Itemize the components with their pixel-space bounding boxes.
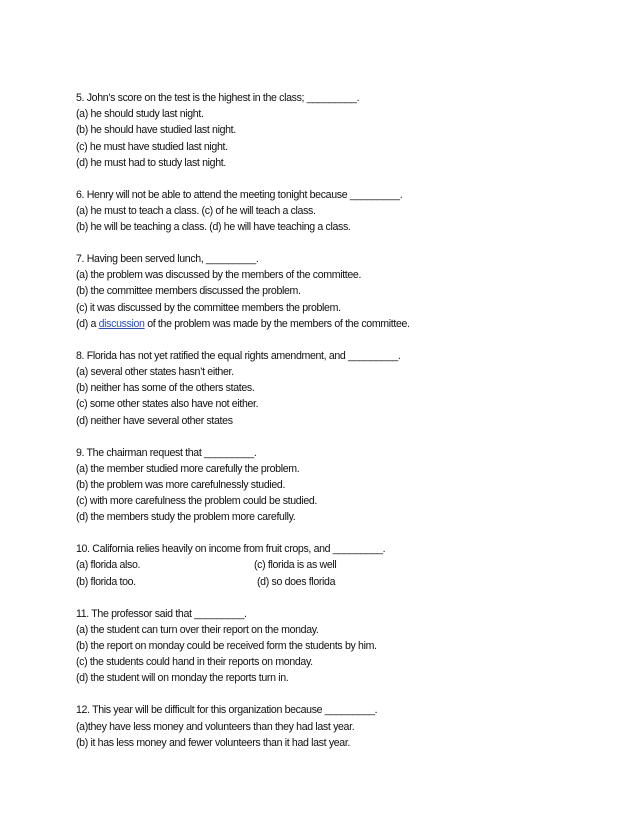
question-11 xyxy=(76,606,576,687)
question-6 xyxy=(76,187,576,236)
question-7 xyxy=(76,251,576,332)
option-b: (b) florida too. xyxy=(76,575,136,588)
option-a: (a) the member studied more carefully the problem. xyxy=(76,462,300,475)
discussion-link[interactable]: discussion xyxy=(98,317,145,330)
option-c: (c) with more carefulness the problem could be studied. xyxy=(76,495,318,508)
question-10 xyxy=(76,541,576,590)
option-d: (d) the student will on monday the reports turn in. xyxy=(76,672,289,685)
question-list xyxy=(76,90,576,767)
option-b: (b) the report on monday could be received form the students by him. xyxy=(76,640,377,653)
option-a-c: (a) he must to teach a class. (c) of he will teach a class. xyxy=(76,204,316,217)
question-5 xyxy=(76,90,576,171)
question-9 xyxy=(76,445,576,526)
option-c: (c) he must have studied last night. xyxy=(76,140,228,153)
option-a: (a)they have less money and volunteers than they had last year. xyxy=(76,720,355,733)
question-stem: 6. Henry will not be able to attend the meeting tonight because _________. xyxy=(76,188,403,201)
option-d: (d) neither have several other states xyxy=(76,414,233,427)
option-c: (c) florida is as well xyxy=(254,559,337,572)
option-b: (b) the committee members discussed the problem. xyxy=(76,285,301,298)
question-stem: 11. The professor said that _________. xyxy=(76,607,247,620)
option-c: (c) some other states also have not either. xyxy=(76,398,259,411)
option-b-d: (b) he will be teaching a class. (d) he will have teaching a class. xyxy=(76,221,351,234)
option-d-prefix: (d) a xyxy=(76,317,99,330)
option-d xyxy=(76,316,576,332)
option-b: (b) it has less money and fewer volunteers than it had last year. xyxy=(76,736,351,749)
option-b: (b) the problem was more carefulnessly studied. xyxy=(76,478,286,491)
option-a: (a) florida also. xyxy=(76,559,141,572)
question-stem: 10. California relies heavily on income from fruit crops, and _________. xyxy=(76,543,386,556)
option-d: (d) the members study the problem more carefully. xyxy=(76,511,296,524)
option-d-suffix: of the problem was made by the members of the committee. xyxy=(144,317,410,330)
question-stem: 5. John’s score on the test is the highest in the class; _________. xyxy=(76,92,360,104)
option-c: (c) it was discussed by the committee members the problem. xyxy=(76,301,341,314)
option-b: (b) neither has some of the others states. xyxy=(76,382,255,395)
option-a: (a) several other states hasn’t either. xyxy=(76,366,234,379)
question-stem: 8. Florida has not yet ratified the equal rights amendment, and _________. xyxy=(76,349,401,362)
question-stem: 12. This year will be difficult for this organization because _________. xyxy=(76,704,378,717)
option-d: (d) he must had to study last night. xyxy=(76,156,226,169)
option-b: (b) he should have studied last night. xyxy=(76,124,236,137)
option-row-2 xyxy=(76,574,576,590)
option-row-1 xyxy=(76,557,576,573)
option-c: (c) the students could hand in their reports on monday. xyxy=(76,656,313,669)
question-stem: 7. Having been served lunch, _________. xyxy=(76,253,259,266)
option-a: (a) he should study last night. xyxy=(76,108,204,121)
question-12 xyxy=(76,702,576,751)
question-stem: 9. The chairman request that _________. xyxy=(76,446,257,459)
question-8 xyxy=(76,348,576,429)
option-a: (a) the problem was discussed by the members of the committee. xyxy=(76,269,362,282)
option-a: (a) the student can turn over their report on the monday. xyxy=(76,623,319,636)
option-d: (d) so does florida xyxy=(257,575,336,588)
